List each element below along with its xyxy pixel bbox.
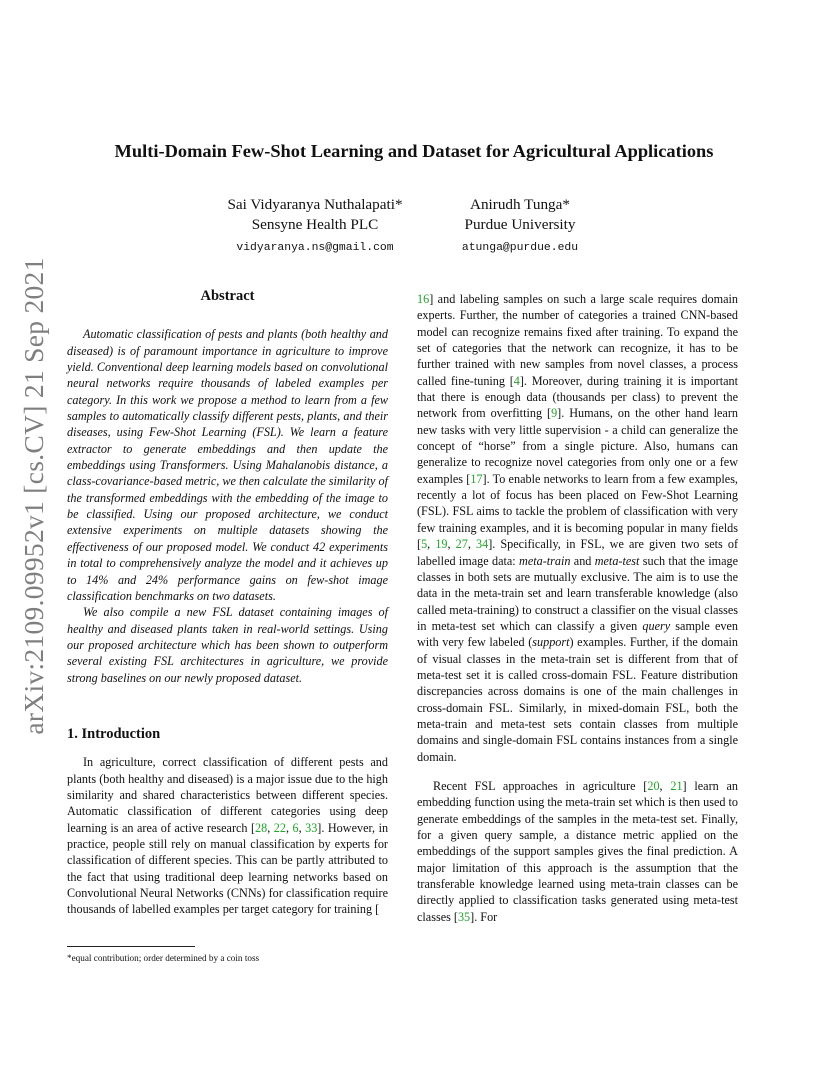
text-run: ] learn an embedding function using the meta-train set which is then used to generate embeddings of the samples in the meta-test set. Finally, for a given query sample, a distance metric applied on the embeddings of the support samples gives the final prediction. A major limitation of this approach is the assumption that the transferable knowledge learned using meta-train classes can be directly applied to classification tasks generated using meta-test classes [ xyxy=(417,778,738,924)
citation-link[interactable]: 20 xyxy=(647,778,660,793)
text-run: ]. To enable networks to learn from a few examples, recently a lot of focus has been placed on Few-Shot Learning (FSL). FSL aims to tackle the problem of classification with very few training examples, and it is becoming popular in many fields [ xyxy=(417,471,738,552)
citation-link[interactable]: 28 xyxy=(255,820,268,835)
citation-link[interactable]: 33 xyxy=(305,820,318,835)
author-1 xyxy=(215,195,415,258)
intro-paragraph-1-continued: 16] and labeling samples on such a large scale requires domain experts. Further, the number of categories a trained CNN-based model can recognize remains fixed after training. To expand the set of categories that the network can recognize, it has to be further trained with new samples from novel classes, a process called fine-tuning [4]. Moreover, during training it is important that there is enough data (thousands per class) to prevent the network from overfitting [9]. Humans, on the other hand learn new tasks with very little supervision - a child can generalize the concept of “horse” from a single picture. Also, humans can generalize to recognize novel categories from only one or a few examples [17]. To enable networks to learn from a few examples, recently a lot of focus has been placed on Few-Shot Learning (FSL). FSL aims to tackle the problem of classification with very few training examples, and it is becoming popular in many fields [5, 19, 27, 34]. Specifically, in FSL, we are given two sets of labelled image data: meta-train and meta-test such that the image classes in both sets are mutually exclusive. The aim is to use the data in the meta-train set and learn transferable knowledge (also called meta-training) to construct a classifier on the visual classes in meta-test set which can classify a given query sample even with very few labeled (support) examples. Further, if the domain of visual classes in the meta-train set is different from that of meta-test set it is called cross-domain FSL. Feature distribution discrepancies across domains is one of the main challenges in cross-domain FSL. Similarly, in mixed-domain FSL, both the meta-train and meta-test sets contain classes from multiple domains and single-domain FSL contains instances from a single domain. xyxy=(417,292,739,764)
text-run: ]. Specifically, in FSL, we are given two sets of labelled image data: xyxy=(417,537,739,568)
citation-link[interactable]: 19 xyxy=(435,537,448,552)
emphasis-term: support xyxy=(532,635,570,650)
author-2-affiliation: Purdue University xyxy=(464,216,576,233)
text-run: In agriculture, correct classification of different pests and plants (both healthy and diseased) is a major issue due to the high similarity and shared characteristics between different species. Automatic classification of different categories using deep learning is an area of active research [ xyxy=(67,755,388,835)
emphasis-term: meta-test xyxy=(594,553,640,568)
citation-link[interactable]: 17 xyxy=(470,471,483,486)
citation-link[interactable]: 5 xyxy=(421,537,428,552)
arxiv-identifier-text: arXiv:2109.09952v1 [cs.CV] 21 Sep 2021 xyxy=(18,257,49,735)
citation-link[interactable]: 35 xyxy=(457,909,471,924)
citation-link[interactable]: 4 xyxy=(513,373,520,388)
right-column xyxy=(417,291,738,925)
abstract-paragraph-1: Automatic classification of pests and plants (both healthy and diseased) is of paramount importance in agriculture to improve yield. Conventional deep learning models based on convolutional neural networks require thousands of labeled examples per category. In this work we propose a method to learn from a few samples to automatically classify different pests, plants, and their diseases, using Few-Shot Learning (FSL). We learn a feature extractor to generate embeddings and then update the embeddings using Transformers. Using Mahalanobis distance, a class-covariance-based metric, we then calculate the similarity of the transformed embeddings with the embedding of the image to be classified. Using our proposed architecture, we conduct extensive experiments on multiple datasets showing the effectiveness of our proposed model. We conduct 42 experiments in total to comprehensively analyze the model and it achieves up to 14% and 24% performance gains on few-shot image classification benchmarks on two datasets. xyxy=(67,327,388,603)
author-1-affiliation: Sensyne Health PLC xyxy=(251,216,379,233)
abstract-heading: Abstract xyxy=(200,288,255,304)
citation-link[interactable]: 9 xyxy=(551,406,558,421)
citation-link[interactable]: 16 xyxy=(417,292,430,306)
citation-link[interactable]: 34 xyxy=(476,537,489,552)
paper-title: Multi-Domain Few-Shot Learning and Dataset for Agricultural Applications xyxy=(114,141,714,161)
left-column xyxy=(67,288,388,918)
text-run: ]. Moreover, during training it is important that there is enough data (thousands per class) to prevent the network from overfitting [ xyxy=(417,373,739,421)
citation-link[interactable]: 22 xyxy=(273,820,286,835)
abstract-section xyxy=(67,288,388,686)
author-1-name: Sai Vidyaranya Nuthalapati* xyxy=(227,196,403,213)
emphasis-term: query xyxy=(642,618,671,633)
author-1-email[interactable]: vidyaranya.ns@gmail.com xyxy=(236,242,394,254)
text-run: ]. For xyxy=(470,909,498,924)
text-run: sample even with very few labeled ( xyxy=(417,618,738,650)
citation-link[interactable]: 21 xyxy=(670,778,683,793)
author-2-name: Anirudh Tunga* xyxy=(469,196,570,213)
text-run: such that the image classes in both sets are mutually exclusive. The aim is to use the data in the meta-train set and learn transferable knowledge (also called meta-training) to construct a classifier on the visual classes in meta-test set which can classify a given xyxy=(417,553,738,633)
author-2-email[interactable]: atunga@purdue.edu xyxy=(461,242,579,254)
author-2 xyxy=(440,195,600,258)
text-run: Recent FSL approaches in agriculture [ xyxy=(433,778,648,793)
text-run: ]. However, in practice, people still rely on manual classification by experts for classification of different species. This can be partly attributed to the fact that using traditional deep learning networks based on Convolutional Neural Networks (CNNs) for classification require thousands of labelled examples per target category for training [ xyxy=(67,820,389,917)
abstract-paragraph-2: We also compile a new FSL dataset containing images of healthy and diseased plants taken in real-world settings. Using our proposed architecture which has been shown to outperform several existing FSL architectures in agriculture, we provide strong baselines on our newly proposed dataset. xyxy=(67,605,388,685)
footnote-rule xyxy=(67,946,195,947)
text-run: and xyxy=(570,553,595,568)
text-run: ]. Humans, on the other hand learn new tasks with very little supervision - a child can generalize the concept of “horse” from a single picture. Also, humans can generalize to recognize novel categories from only one or a few examples [ xyxy=(417,406,738,486)
footnote: *equal contribution; order determined by a coin toss xyxy=(67,953,260,963)
citation-link[interactable]: 27 xyxy=(455,537,468,552)
arxiv-identifier xyxy=(14,257,54,735)
intro-paragraph-2: Recent FSL approaches in agriculture [20, 21] learn an embedding function using the meta-train set which is then used to generate embeddings of the samples in the meta-test set. Finally, for a given query sample, a distance metric applied on the embeddings of the support samples gives the final prediction. A major limitation of this approach is the assumption that the transferable knowledge learned using meta-train classes can be directly applied to classification tasks generated using meta-test classes [35]. For xyxy=(417,778,738,924)
emphasis-term: meta-train xyxy=(519,553,571,568)
text-run: ] and labeling samples on such a large scale requires domain experts. Further, the number of categories a trained CNN-based model can recognize remains fixed after training. To expand the set of categories that the network can recognize, it has to be further trained with new samples from novel classes, a process called fine-tuning [ xyxy=(417,292,738,388)
text-run: ) examples. Further, if the domain of visual classes in the meta-train set is different from that of meta-test set it is called cross-domain FSL. Feature distribution discrepancies across domains is one of the main challenges in cross-domain FSL. Similarly, in mixed-domain FSL, both the meta-train and meta-test sets contain classes from multiple domains and single-domain FSL contains instances from a single domain. xyxy=(417,635,738,764)
intro-paragraph-1: In agriculture, correct classification of different pests and plants (both healthy and diseased) is a major issue due to the high similarity and shared characteristics between different species. Automatic classification of different categories using deep learning is an area of active research [28, 22, 6, 33]. However, in practice, people still rely on manual classification by experts for classification of different species. This can be partly attributed to the fact that using traditional deep learning networks based on Convolutional Neural Networks (CNNs) for classification require thousands of labelled examples per target category for training [ xyxy=(67,755,389,917)
introduction-heading: 1. Introduction xyxy=(67,725,161,742)
citation-link[interactable]: 6 xyxy=(292,820,299,835)
